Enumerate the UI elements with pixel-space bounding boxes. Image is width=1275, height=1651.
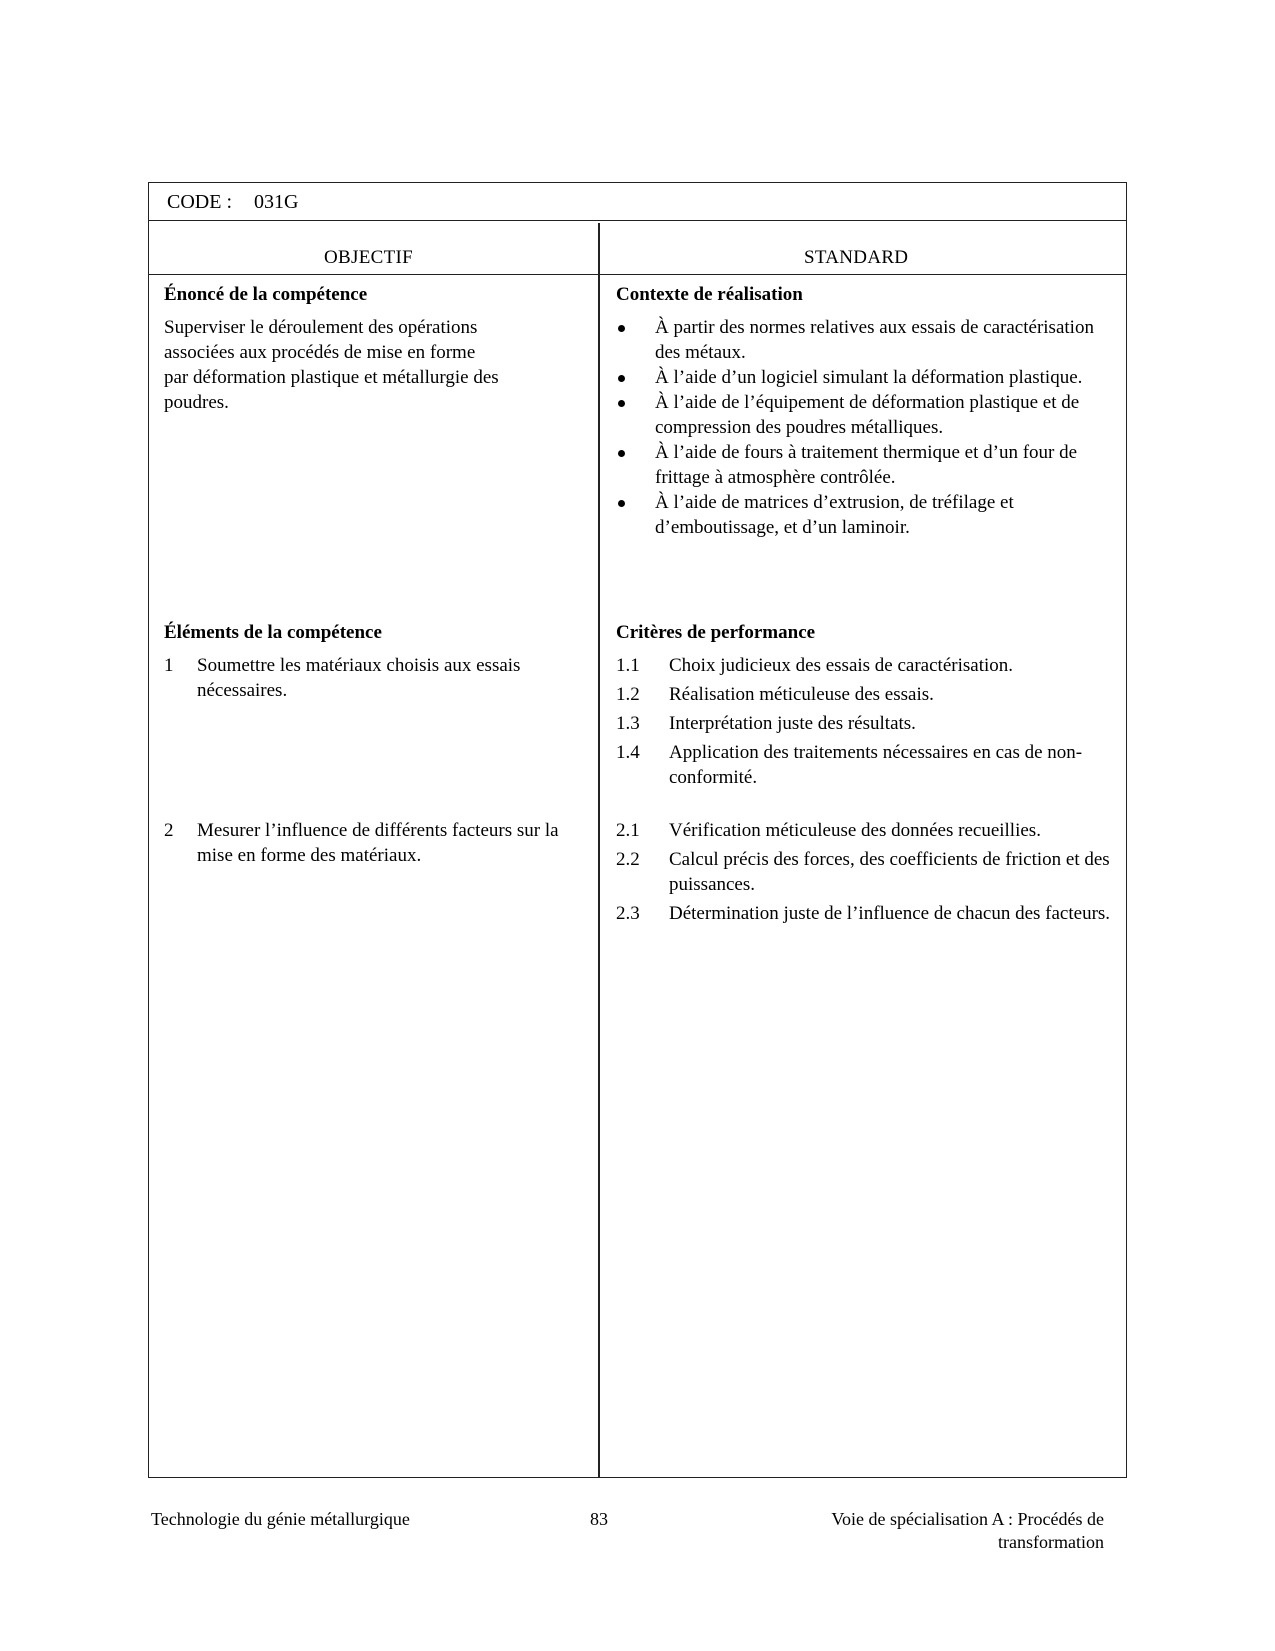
elements-list-1 [164, 653, 589, 703]
code-label [167, 190, 298, 215]
critere-number: 2.1 [616, 820, 640, 841]
bullet-icon [618, 450, 625, 457]
enonce-text [164, 315, 584, 415]
bullet-icon [618, 325, 625, 332]
elements-list-2 [164, 818, 589, 868]
criteres-group-2 [616, 818, 1111, 926]
contexte-item-text: À l’aide de fours à traitement thermique et d’un four de frittage à atmosphère contrôlée. [655, 442, 1078, 488]
enonce-line: par déformation plastique et métallurgie des [164, 367, 499, 388]
list-item [616, 490, 1096, 540]
list-item [616, 315, 1096, 365]
enonce-line: poudres. [164, 392, 229, 413]
code-label-text: CODE : [167, 191, 232, 213]
contexte-list [616, 315, 1096, 540]
header-standard: STANDARD [804, 247, 909, 268]
critere-number: 1.4 [616, 742, 640, 763]
code-value: 031G [254, 191, 299, 213]
bullet-icon [618, 500, 625, 507]
list-item [616, 440, 1096, 490]
list-item [616, 653, 1111, 678]
critere-text: Choix judicieux des essais de caractérisation. [669, 655, 1014, 676]
list-item [616, 682, 1111, 707]
contexte-title: Contexte de réalisation [616, 284, 803, 305]
criteres-title: Critères de performance [616, 622, 816, 643]
critere-number: 2.3 [616, 903, 640, 924]
critere-text: Application des traitements nécessaires en cas de non-conformité. [669, 742, 1083, 788]
list-item [616, 711, 1111, 736]
critere-number: 2.2 [616, 849, 640, 870]
column-divider [598, 223, 600, 1477]
footer-program: Technologie du génie métallurgique [151, 1509, 410, 1529]
list-item [164, 818, 589, 868]
list-item [616, 901, 1111, 926]
list-item [616, 365, 1096, 390]
list-item [164, 653, 589, 703]
contexte-item-text: À l’aide d’un logiciel simulant la déformation plastique. [655, 367, 1083, 388]
element-number: 1 [164, 655, 174, 676]
critere-text: Vérification méticuleuse des données recueillies. [669, 820, 1041, 841]
bullet-icon [618, 375, 625, 382]
contexte-item-text: À l’aide de matrices d’extrusion, de tréfilage et d’emboutissage, et d’un laminoir. [655, 492, 1014, 538]
elements-title: Éléments de la compétence [164, 622, 382, 643]
element-number: 2 [164, 820, 174, 841]
critere-text: Détermination juste de l’influence de chacun des facteurs. [669, 903, 1111, 924]
critere-text: Réalisation méticuleuse des essais. [669, 684, 934, 705]
list-item [616, 818, 1111, 843]
critere-text: Calcul précis des forces, des coefficients de friction et des puissances. [669, 849, 1110, 895]
enonce-line: Superviser le déroulement des opérations [164, 317, 478, 338]
contexte-item-text: À partir des normes relatives aux essais de caractérisation des métaux. [655, 317, 1094, 363]
list-item [616, 847, 1111, 897]
contexte-item-text: À l’aide de l’équipement de déformation plastique et de compression des poudres métalliques. [655, 392, 1080, 438]
header-objectif: OBJECTIF [324, 247, 413, 268]
element-text: Mesurer l’influence de différents facteurs sur la mise en forme des matériaux. [197, 820, 559, 866]
enonce-title: Énoncé de la compétence [164, 284, 368, 305]
element-text: Soumettre les matériaux choisis aux essais nécessaires. [197, 655, 521, 701]
footer-specialisation: Voie de spécialisation A : Procédés de transformation [831, 1509, 1104, 1552]
critere-number: 1.1 [616, 655, 640, 676]
critere-number: 1.3 [616, 713, 640, 734]
list-item [616, 740, 1111, 790]
critere-text: Interprétation juste des résultats. [669, 713, 916, 734]
bullet-icon [618, 400, 625, 407]
header-row [149, 221, 1126, 275]
list-item [616, 390, 1096, 440]
criteres-group-1 [616, 653, 1111, 790]
enonce-line: associées aux procédés de mise en forme [164, 342, 476, 363]
competency-frame [148, 182, 1127, 1478]
code-row [149, 183, 1126, 221]
footer-page-number: 83 [590, 1509, 608, 1529]
critere-number: 1.2 [616, 684, 640, 705]
